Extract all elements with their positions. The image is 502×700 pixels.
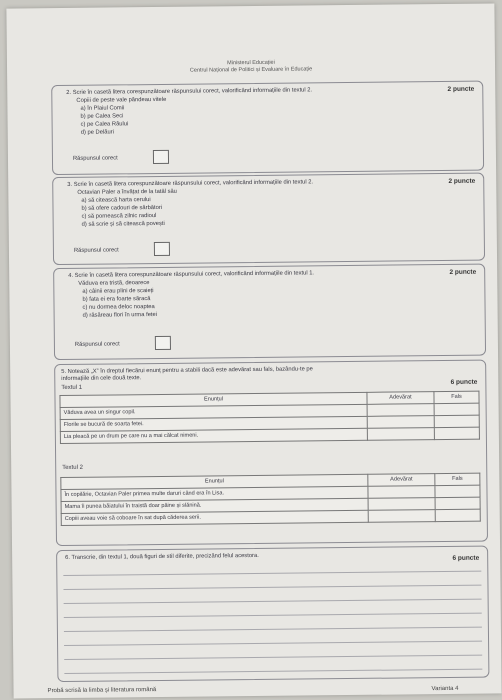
answer-line[interactable] (64, 669, 482, 674)
answer-line[interactable] (64, 655, 482, 660)
question-2-option-a: a) în Plaiul Comii (80, 105, 125, 112)
statement-cell: Mama îi punea băiatului în traistă doar pâine și slănină. (61, 498, 368, 513)
question-6-points: 6 puncte (452, 554, 480, 562)
col-statement: Enunțul (61, 474, 368, 489)
question-6-text: 6. Transcrie, din textul 1, două figuri de stil diferite, precizând felul acestora. (65, 552, 259, 561)
question-2-option-c: c) pe Calea Râului (80, 121, 129, 128)
question-2-text: 2. Scrie în casetă litera corespunzătoare răspunsului corect, valorificând informațiile din textul 2. (66, 87, 313, 96)
statement-cell: Copiii aveau voie să coboare în sat după căderea serii. (61, 510, 368, 525)
answer-line[interactable] (63, 585, 481, 590)
answer-line[interactable] (64, 599, 482, 604)
question-3-option-a: a) să citească harta cerului (81, 197, 151, 204)
question-2-points: 2 puncte (447, 85, 475, 93)
col-false: Fals (435, 473, 480, 485)
question-4-box (53, 264, 486, 361)
question-3-box (52, 173, 485, 266)
true-cell[interactable] (367, 416, 434, 429)
question-2-box (51, 81, 484, 176)
question-2-answer-label: Răspunsul corect (72, 155, 118, 162)
header-ministry: Ministerul Educației (227, 59, 275, 67)
question-2-option-d: d) pe Delăuri (80, 129, 114, 136)
false-cell[interactable] (434, 415, 479, 427)
question-3-option-b: b) să ofere cadouri de sărbători (81, 204, 163, 212)
true-cell[interactable] (368, 510, 435, 523)
exam-page (6, 3, 501, 698)
statement-cell: Văduva avea un singur copil. (60, 404, 367, 419)
col-true: Adevărat (368, 474, 435, 487)
answer-line[interactable] (63, 571, 481, 576)
table-1-label: Textul 1 (61, 384, 83, 392)
answer-line[interactable] (64, 613, 482, 618)
question-4-subtitle: Văduva era tristă, deoarece (78, 280, 150, 287)
question-4-points: 2 puncte (449, 268, 477, 276)
question-2-option-b: b) pe Calea Seci (80, 113, 124, 120)
question-3-answer-box[interactable] (154, 242, 170, 256)
table-2-label: Textul 2 (62, 464, 83, 472)
col-true: Adevărat (367, 392, 434, 405)
question-3-answer-label: Răspunsul corect (73, 247, 119, 254)
footer-left: Probă scrisă la limba și literatura română (47, 687, 157, 695)
answer-line[interactable] (64, 627, 482, 632)
true-cell[interactable] (368, 486, 435, 499)
question-4-answer-box[interactable] (155, 336, 171, 350)
false-cell[interactable] (435, 509, 480, 521)
false-cell[interactable] (435, 485, 480, 497)
false-cell[interactable] (435, 497, 480, 509)
header-center: Centrul Național de Politici și Evaluare în Educație (189, 66, 313, 74)
question-5-points: 6 puncte (450, 378, 478, 386)
answer-line[interactable] (64, 641, 482, 646)
question-3-text: 3. Scrie în casetă litera corespunzătoare răspunsului corect, valorificând informațiile din textul 2. (67, 179, 314, 188)
footer-variant: Varianta 4 (431, 685, 459, 693)
question-2-subtitle: Copiii de peste vale pândeau vitele (76, 96, 167, 104)
question-3-option-d: d) să scrie și să citească povești (81, 220, 165, 228)
table-1 (59, 391, 479, 444)
question-4-option-a: a) câinii erau plini de scaieți (82, 288, 154, 295)
true-cell[interactable] (367, 404, 434, 417)
true-cell[interactable] (367, 428, 434, 441)
false-cell[interactable] (434, 403, 479, 415)
question-4-option-c: c) nu dormea deloc noaptea (82, 304, 155, 311)
question-5-text-line2: informațiile din cele două texte. (61, 375, 142, 383)
question-4-option-d: d) răsăreau flori în urma fetei (82, 312, 158, 319)
table-2 (60, 473, 480, 526)
col-statement: Enunțul (60, 392, 367, 407)
false-cell[interactable] (434, 427, 479, 439)
question-4-text: 4. Scrie în casetă litera corespunzătoare răspunsului corect, valorificând informațiile din textul 1. (68, 270, 315, 279)
statement-cell: Lia pleacă pe un drum pe care nu a mai călcat nimeni. (60, 428, 367, 443)
question-5-box (54, 360, 488, 547)
question-4-answer-label: Răspunsul corect (74, 341, 120, 348)
true-cell[interactable] (368, 498, 435, 511)
question-6-box (56, 546, 489, 683)
question-3-subtitle: Octavian Paler a învățat de la tatăl său (77, 188, 177, 196)
statement-cell: Florile se bucură de soarta fetei. (60, 416, 367, 431)
col-false: Fals (434, 391, 479, 403)
question-3-points: 2 puncte (448, 177, 476, 185)
question-2-answer-box[interactable] (153, 150, 169, 164)
question-3-option-c: c) să pornească zilnic radioul (81, 213, 157, 220)
question-5-text-line1: 5. Notează „X” în dreptul fiecărui enunț pentru a stabili dacă este adevărat sau fals, bazându-te pe (61, 366, 313, 376)
statement-cell: În copilărie, Octavian Paler primea multe daruri când era în Lisa. (61, 486, 368, 501)
question-4-option-b: b) fata ei era foarte săracă (82, 296, 151, 303)
